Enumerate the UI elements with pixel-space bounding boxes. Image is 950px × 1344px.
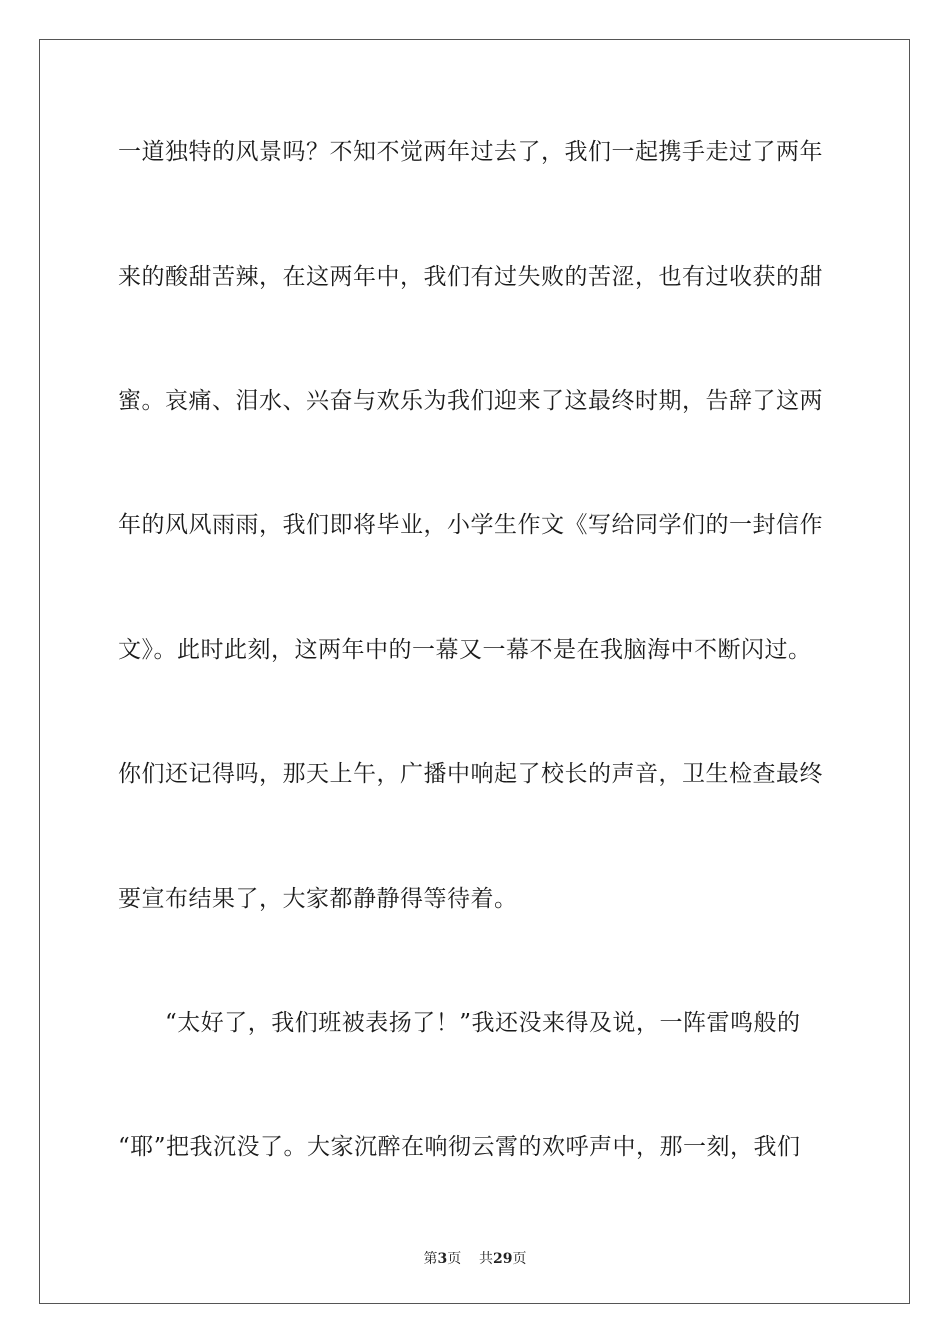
total-label-prefix: 共 — [479, 1251, 494, 1267]
body-text-line: 文》。此时此刻，这两年中的一幕又一幕不是在我脑海中不断闪过。 — [118, 637, 812, 663]
body-text-line: 一道独特的风景吗？不知不觉两年过去了，我们一起携手走过了两年 — [118, 139, 823, 165]
body-text-line: 年的风风雨雨，我们即将毕业，小学生作文《写给同学们的一封信作 — [118, 512, 823, 538]
body-text-line: 你们还记得吗，那天上午，广播中响起了校长的声音，卫生检查最终 — [118, 761, 823, 787]
current-page-number: 3 — [437, 1251, 448, 1267]
body-text-line: “太好了，我们班被表扬了！”我还没来得及说，一阵雷鸣般的 — [118, 1010, 801, 1036]
page-footer — [0, 1248, 950, 1268]
total-label-suffix: 页 — [512, 1251, 527, 1267]
total-page-count: 29 — [493, 1251, 513, 1267]
page-label-suffix: 页 — [447, 1251, 462, 1267]
body-text-line: 蜜。哀痛、泪水、兴奋与欢乐为我们迎来了这最终时期，告辞了这两 — [118, 388, 823, 414]
body-text-line: “耶”把我沉没了。大家沉醉在响彻云霄的欢呼声中，那一刻，我们 — [118, 1134, 801, 1160]
body-text-line: 来的酸甜苦辣，在这两年中，我们有过失败的苦涩，也有过收获的甜 — [118, 264, 823, 290]
body-text-line: 要宣布结果了，大家都静静得等待着。 — [118, 886, 518, 912]
page-border — [39, 39, 910, 1304]
page-label-prefix: 第 — [423, 1251, 438, 1267]
